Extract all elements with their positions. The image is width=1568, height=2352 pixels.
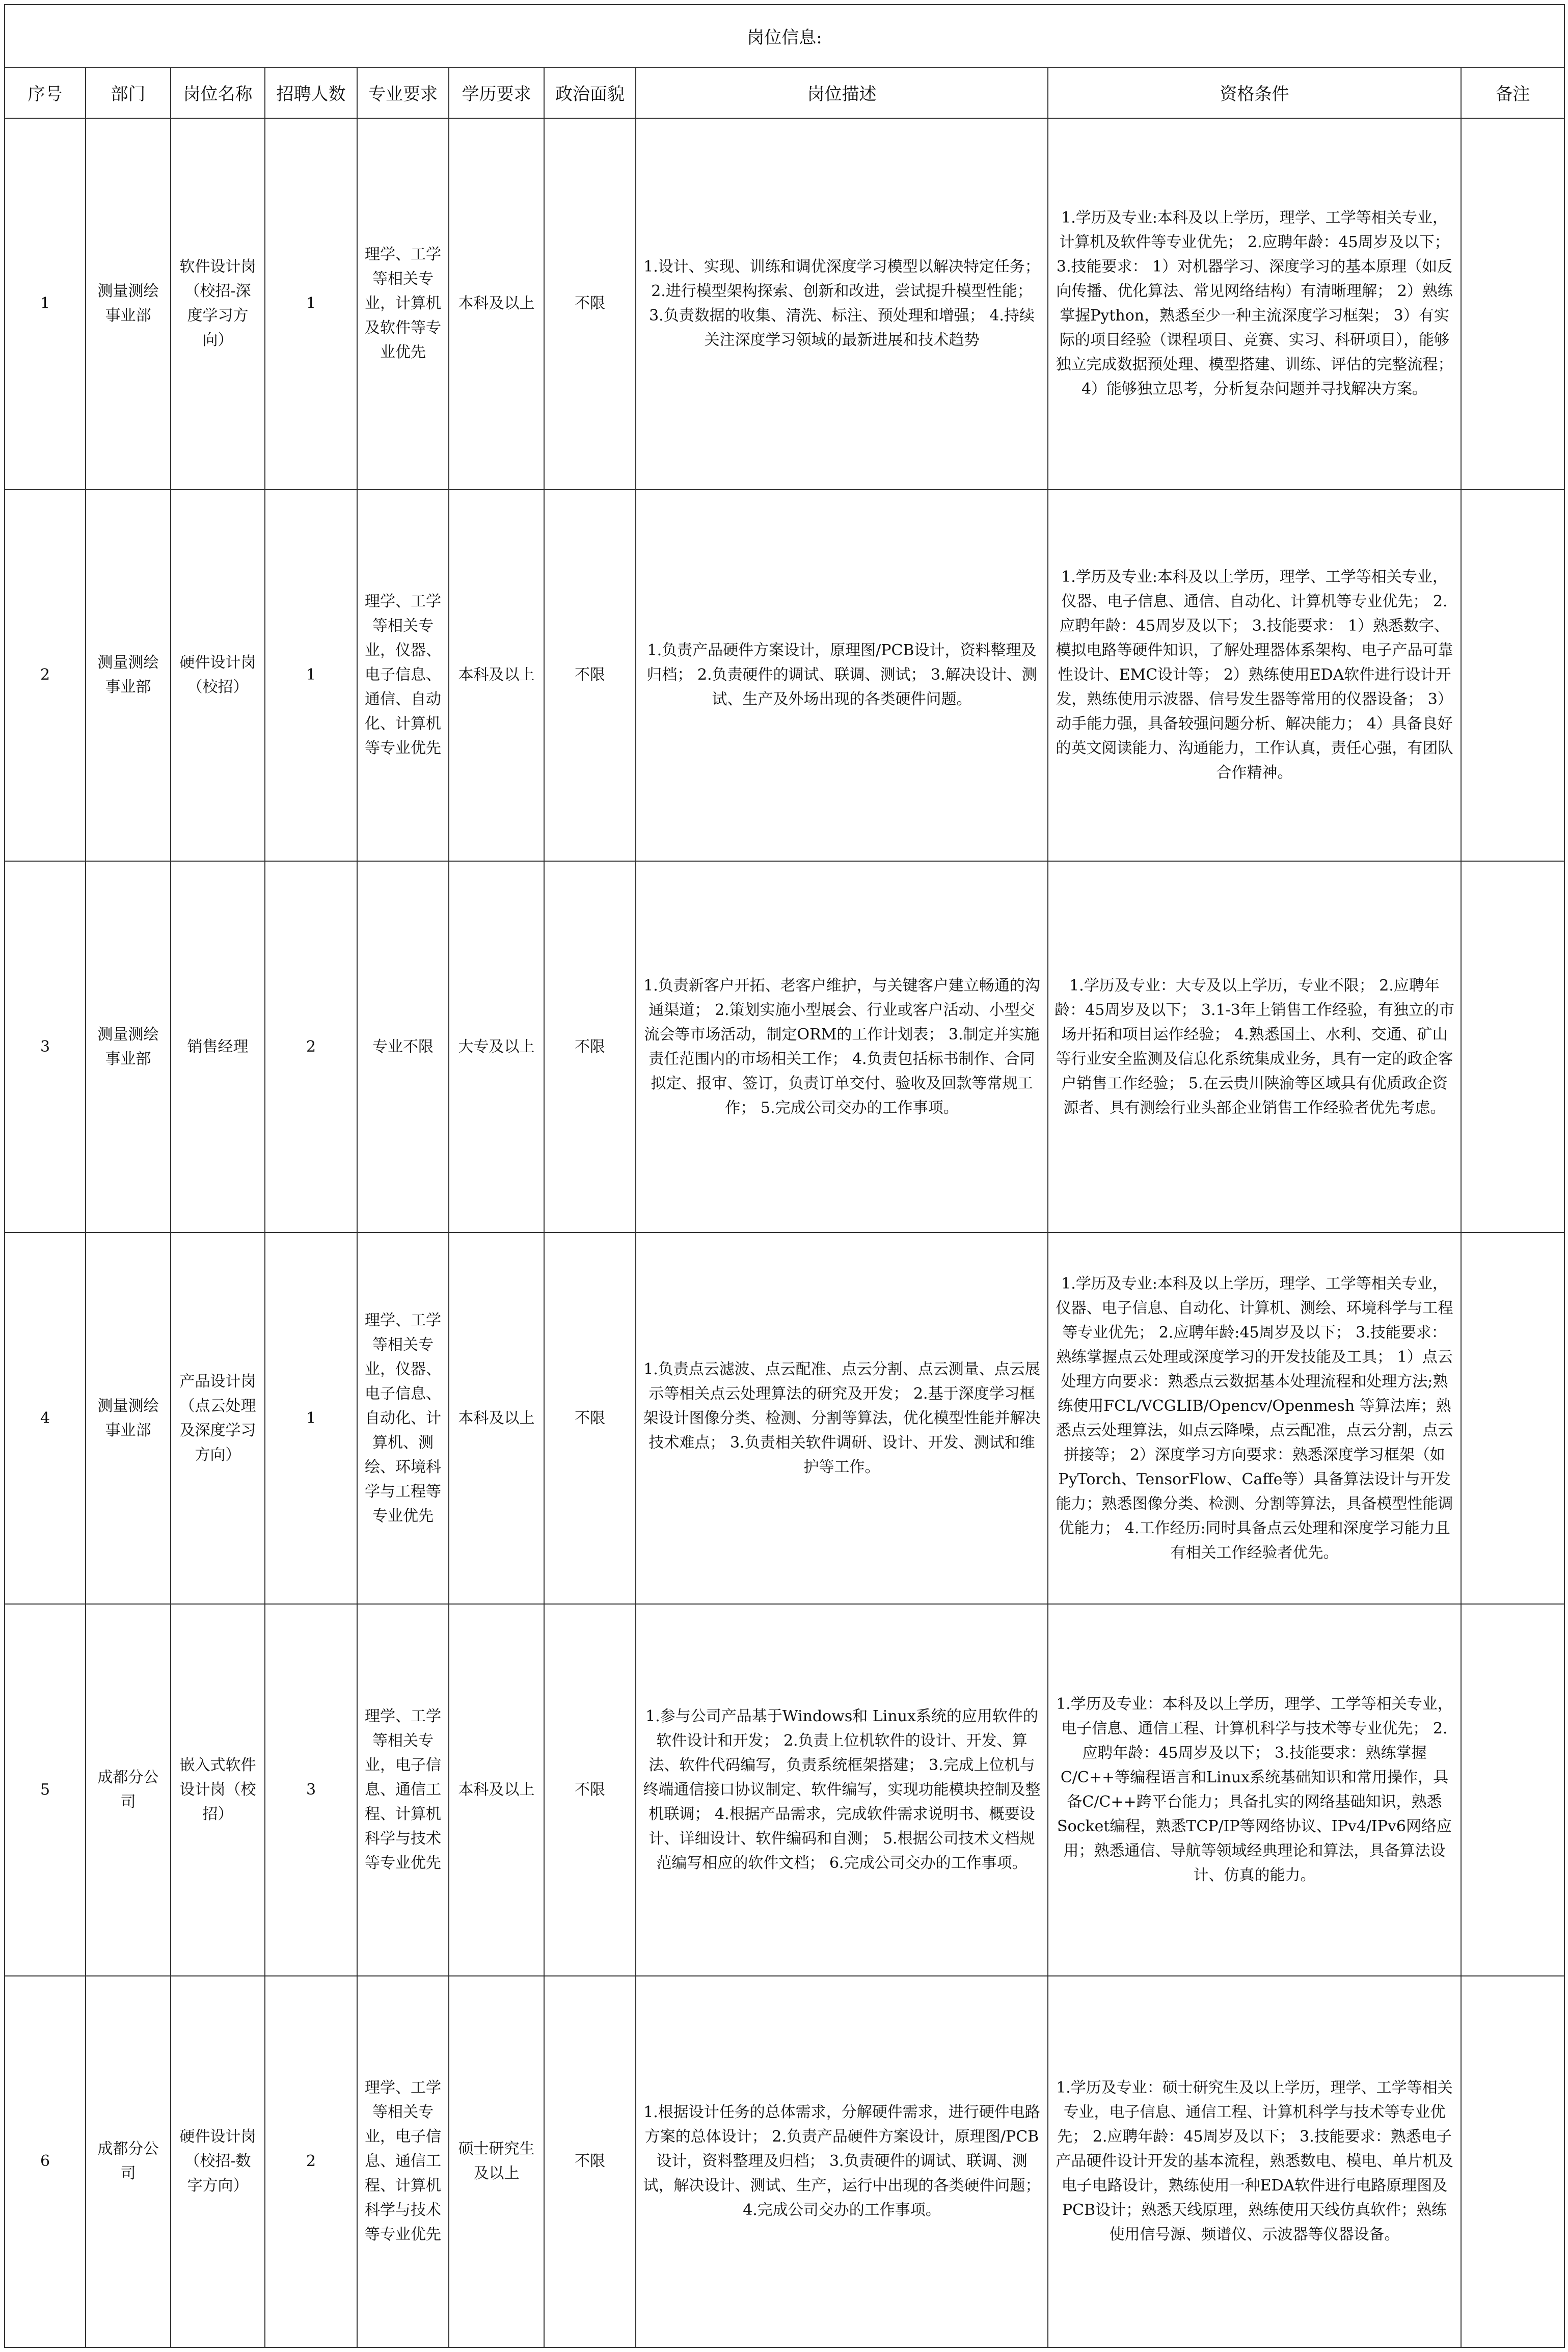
cell-remark bbox=[1461, 1976, 1564, 2347]
cell-qualification: 1.学历及专业：硕士研究生及以上学历，理学、工学等相关专业，电子信息、通信工程、计算机科学与技术等专业优先； 2.应聘年龄：45周岁及以下； 3.技能要求：熟悉电子产品硬件设计开发的基本流程，熟悉数电、模电、单片机及电子电路设计，熟练使用一种EDA软件进行电路原理图及PCB设计；熟悉天线原理，熟练使用天线仿真软件；熟练使用信号源、频谱仪、示波器等仪器设备。 bbox=[1048, 1976, 1461, 2347]
cell-remark bbox=[1461, 1233, 1564, 1604]
cell-dept: 测量测绘事业部 bbox=[86, 490, 171, 861]
section-title: 岗位信息: bbox=[5, 5, 1564, 67]
col-header-description: 岗位描述 bbox=[636, 67, 1048, 118]
cell-count: 1 bbox=[265, 490, 357, 861]
table-row bbox=[5, 490, 1564, 861]
cell-major: 理学、工学等相关专业，电子信息、通信工程、计算机科学与技术等专业优先 bbox=[357, 1976, 449, 2347]
cell-remark bbox=[1461, 118, 1564, 490]
cell-political: 不限 bbox=[544, 1233, 636, 1604]
cell-position: 软件设计岗（校招-深度学习方向） bbox=[171, 118, 265, 490]
cell-no: 3 bbox=[5, 861, 86, 1233]
cell-position: 销售经理 bbox=[171, 861, 265, 1233]
cell-qualification: 1.学历及专业：大专及以上学历，专业不限； 2.应聘年龄：45周岁及以下； 3.1-3年上销售工作经验，有独立的市场开拓和项目运作经验； 4.熟悉国土、水利、交通、矿山等行业安全监测及信息化系统集成业务，具有一定的政企客户销售工作经验； 5.在云贵川陕渝等区域具有优质政企资源者、具有测绘行业头部企业销售工作经验者优先考虑。 bbox=[1048, 861, 1461, 1233]
cell-description: 1.负责产品硬件方案设计，原理图/PCB设计，资料整理及归档； 2.负责硬件的调试、联调、测试； 3.解决设计、测试、生产及外场出现的各类硬件问题。 bbox=[636, 490, 1048, 861]
col-header-dept: 部门 bbox=[86, 67, 171, 118]
cell-education: 硕士研究生及以上 bbox=[449, 1976, 544, 2347]
cell-count: 1 bbox=[265, 118, 357, 490]
cell-no: 1 bbox=[5, 118, 86, 490]
cell-major: 理学、工学等相关专业，仪器、电子信息、自动化、计算机、测绘、环境科学与工程等专业优先 bbox=[357, 1233, 449, 1604]
cell-description: 1.负责新客户开拓、老客户维护，与关键客户建立畅通的沟通渠道； 2.策划实施小型展会、行业或客户活动、小型交流会等市场活动，制定ORM的工作计划表； 3.制定并实施责任范围内的市场相关工作； 4.负责包括标书制作、合同拟定、报审、签订，负责订单交付、验收及回款等常规工作； 5.完成公司交办的工作事项。 bbox=[636, 861, 1048, 1233]
cell-education: 本科及以上 bbox=[449, 1604, 544, 1975]
cell-count: 1 bbox=[265, 1233, 357, 1604]
cell-dept: 成都分公司 bbox=[86, 1604, 171, 1975]
cell-description: 1.设计、实现、训练和调优深度学习模型以解决特定任务； 2.进行模型架构探索、创新和改进，尝试提升模型性能； 3.负责数据的收集、清洗、标注、预处理和增强； 4.持续关注深度学习领域的最新进展和技术趋势 bbox=[636, 118, 1048, 490]
cell-count: 2 bbox=[265, 1976, 357, 2347]
table-row bbox=[5, 1604, 1564, 1975]
cell-remark bbox=[1461, 1604, 1564, 1975]
cell-dept: 测量测绘事业部 bbox=[86, 118, 171, 490]
cell-dept: 成都分公司 bbox=[86, 1976, 171, 2347]
cell-remark bbox=[1461, 861, 1564, 1233]
cell-no: 6 bbox=[5, 1976, 86, 2347]
cell-political: 不限 bbox=[544, 490, 636, 861]
col-header-major: 专业要求 bbox=[357, 67, 449, 118]
cell-dept: 测量测绘事业部 bbox=[86, 1233, 171, 1604]
cell-education: 本科及以上 bbox=[449, 118, 544, 490]
table-row bbox=[5, 1976, 1564, 2347]
cell-description: 1.参与公司产品基于Windows和 Linux系统的应用软件的软件设计和开发； 2.负责上位机软件的设计、开发、算法、软件代码编写，负责系统框架搭建； 3.完成上位机与终端通信接口协议制定、软件编写，实现功能模块控制及整机联调； 4.根据产品需求，完成软件需求说明书、概要设计、详细设计、软件编码和自测； 5.根据公司技术文档规范编写相应的软件文档； 6.完成公司交办的工作事项。 bbox=[636, 1604, 1048, 1975]
cell-description: 1.负责点云滤波、点云配准、点云分割、点云测量、点云展示等相关点云处理算法的研究及开发； 2.基于深度学习框架设计图像分类、检测、分割等算法，优化模型性能并解决技术难点； 3.负责相关软件调研、设计、开发、测试和维护等工作。 bbox=[636, 1233, 1048, 1604]
cell-education: 大专及以上 bbox=[449, 861, 544, 1233]
cell-education: 本科及以上 bbox=[449, 1233, 544, 1604]
cell-political: 不限 bbox=[544, 118, 636, 490]
cell-no: 2 bbox=[5, 490, 86, 861]
cell-description: 1.根据设计任务的总体需求，分解硬件需求，进行硬件电路方案的总体设计； 2.负责产品硬件方案设计，原理图/PCB设计，资料整理及归档； 3.负责硬件的调试、联调、测试，解决设计、测试、生产，运行中出现的各类硬件问题； 4.完成公司交办的工作事项。 bbox=[636, 1976, 1048, 2347]
cell-political: 不限 bbox=[544, 1976, 636, 2347]
col-header-remark: 备注 bbox=[1461, 67, 1564, 118]
table-row bbox=[5, 861, 1564, 1233]
cell-no: 4 bbox=[5, 1233, 86, 1604]
cell-qualification: 1.学历及专业:本科及以上学历，理学、工学等相关专业，计算机及软件等专业优先； 2.应聘年龄：45周岁及以下； 3.技能要求： 1）对机器学习、深度学习的基本原理（如反向传播、优化算法、常见网络结构）有清晰理解； 2）熟练掌握Python，熟悉至少一种主流深度学习框架； 3）有实际的项目经验（课程项目、竞赛、实习、科研项目），能够独立完成数据预处理、模型搭建、训练、评估的完整流程； 4）能够独立思考，分析复杂问题并寻找解决方案。 bbox=[1048, 118, 1461, 490]
cell-count: 2 bbox=[265, 861, 357, 1233]
cell-political: 不限 bbox=[544, 861, 636, 1233]
col-header-education: 学历要求 bbox=[449, 67, 544, 118]
col-header-qualification: 资格条件 bbox=[1048, 67, 1461, 118]
title-row bbox=[5, 5, 1564, 67]
cell-major: 理学、工学等相关专业，计算机及软件等专业优先 bbox=[357, 118, 449, 490]
cell-major: 专业不限 bbox=[357, 861, 449, 1233]
cell-position: 硬件设计岗（校招） bbox=[171, 490, 265, 861]
cell-qualification: 1.学历及专业:本科及以上学历，理学、工学等相关专业，仪器、电子信息、通信、自动化、计算机等专业优先； 2.应聘年龄：45周岁及以下； 3.技能要求： 1）熟悉数字、模拟电路等硬件知识，了解处理器体系架构、电子产品可靠性设计、EMC设计等； 2）熟练使用EDA软件进行设计开发，熟练使用示波器、信号发生器等常用的仪器设备； 3）动手能力强，具备较强问题分析、解决能力； 4）具备良好的英文阅读能力、沟通能力，工作认真，责任心强，有团队合作精神。 bbox=[1048, 490, 1461, 861]
table-row bbox=[5, 118, 1564, 490]
col-header-position: 岗位名称 bbox=[171, 67, 265, 118]
col-header-no: 序号 bbox=[5, 67, 86, 118]
cell-position: 嵌入式软件设计岗（校招） bbox=[171, 1604, 265, 1975]
cell-major: 理学、工学等相关专业，仪器、电子信息、通信、自动化、计算机等专业优先 bbox=[357, 490, 449, 861]
col-header-political: 政治面貌 bbox=[544, 67, 636, 118]
header-row bbox=[5, 67, 1564, 118]
col-header-count: 招聘人数 bbox=[265, 67, 357, 118]
cell-remark bbox=[1461, 490, 1564, 861]
cell-political: 不限 bbox=[544, 1604, 636, 1975]
cell-position: 产品设计岗（点云处理及深度学习方向） bbox=[171, 1233, 265, 1604]
cell-count: 3 bbox=[265, 1604, 357, 1975]
cell-education: 本科及以上 bbox=[449, 490, 544, 861]
cell-qualification: 1.学历及专业：本科及以上学历，理学、工学等相关专业，电子信息、通信工程、计算机科学与技术等专业优先； 2.应聘年龄：45周岁及以下； 3.技能要求：熟练掌握C/C++等编程语言和Linux系统基础知识和常用操作，具备C/C++跨平台能力；具备扎实的网络基础知识，熟悉Socket编程，熟悉TCP/IP等网络协议、IPv4/IPv6网络应用；熟悉通信、导航等领域经典理论和算法，具备算法设计、仿真的能力。 bbox=[1048, 1604, 1461, 1975]
table-row bbox=[5, 1233, 1564, 1604]
cell-major: 理学、工学等相关专业，电子信息、通信工程、计算机科学与技术等专业优先 bbox=[357, 1604, 449, 1975]
cell-position: 硬件设计岗（校招-数字方向） bbox=[171, 1976, 265, 2347]
cell-dept: 测量测绘事业部 bbox=[86, 861, 171, 1233]
cell-no: 5 bbox=[5, 1604, 86, 1975]
job-table bbox=[4, 4, 1565, 2348]
cell-qualification: 1.学历及专业:本科及以上学历，理学、工学等相关专业，仪器、电子信息、自动化、计算机、测绘、环境科学与工程等专业优先； 2.应聘年龄:45周岁及以下； 3.技能要求： 熟练掌握点云处理或深度学习的开发技能及工具； 1）点云处理方向要求：熟悉点云数据基本处理流程和处理方法;熟练使用FCL/VCGLIB/Opencv/Openmesh 等算法库；熟悉点云处理算法，如点云降噪，点云配准，点云分割，点云拼接等； 2）深度学习方向要求：熟悉深度学习框架（如PyTorch、TensorFlow、Caffe等）具备算法设计与开发能力；熟悉图像分类、检测、分割等算法，具备模型性能调优能力； 4.工作经历:同时具备点云处理和深度学习能力且有相关工作经验者优先。 bbox=[1048, 1233, 1461, 1604]
